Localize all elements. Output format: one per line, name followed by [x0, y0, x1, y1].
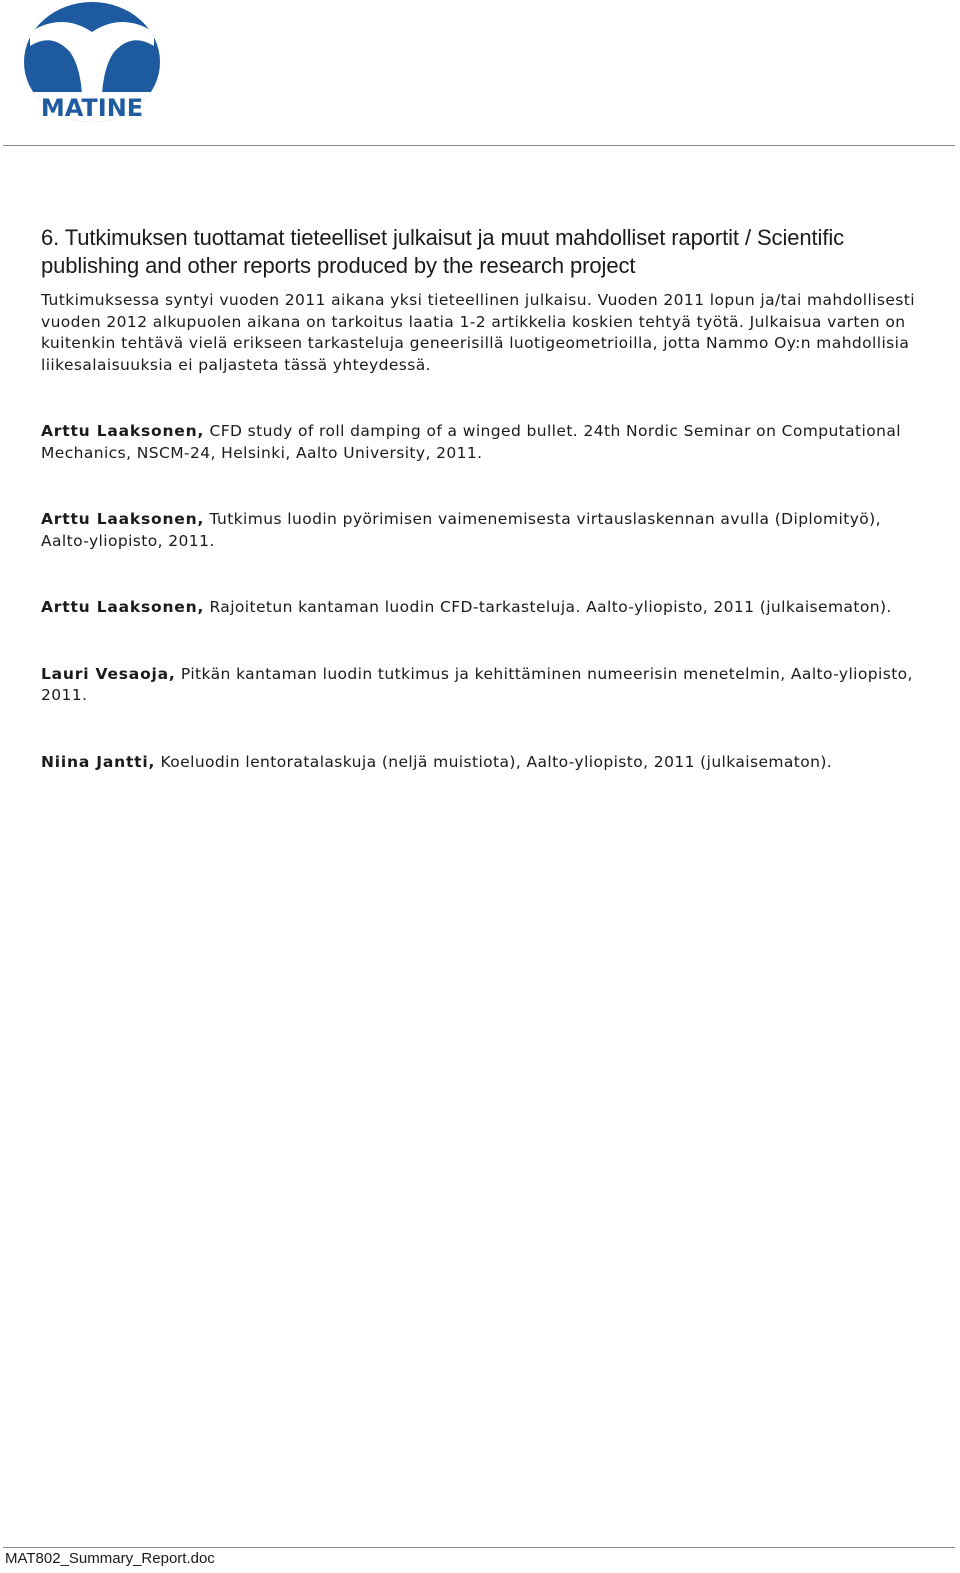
publication-text: Tutkimus luodin pyörimisen vaimenemisesta virtauslaskennan avulla (Diplomityö), Aalto-yliopisto, 2011. [41, 510, 881, 550]
publication-list [41, 421, 921, 773]
section-heading: 6. Tutkimuksen tuottamat tieteelliset julkaisut ja muut mahdolliset raportit / Scientific publishing and other reports produced by the research project [41, 225, 845, 278]
publication-item [41, 752, 921, 774]
publication-item [41, 664, 921, 707]
logo-text: MATINE [40, 94, 144, 122]
page-header [0, 0, 960, 147]
publication-text: Koeluodin lentoratalaskuja (neljä muistiota), Aalto-yliopisto, 2011 (julkaisematon). [155, 752, 833, 771]
publication-text: Pitkän kantaman luodin tutkimus ja kehittäminen numeerisin menetelmin, Aalto-yliopisto, 2011. [41, 664, 913, 704]
header-divider [3, 145, 955, 146]
publication-author: Arttu Laaksonen, [41, 422, 205, 440]
publication-item [41, 597, 921, 619]
publication-text: Rajoitetun kantaman luodin CFD-tarkasteluja. Aalto-yliopisto, 2011 (julkaisematon). [204, 598, 892, 616]
intro-paragraph: Tutkimuksessa syntyi vuoden 2011 aikana yksi tieteellinen julkaisu. Vuoden 2011 lopun ja/tai mahdollisesti vuoden 2012 alkupuolen aikana on tarkoitus laatia 1-2 artikkelia koskien tehtyä työtä. Julkaisua varten on kuitenkin tehtävä vielä erikseen tarkasteluja geneerisillä luotigeometrioilla, jotta Nammo Oy:n mahdollisia liikesalaisuuksia ei paljasteta tässä yhteydessä. [41, 291, 915, 374]
publication-item [41, 509, 921, 552]
publication-text: CFD study of roll damping of a winged bullet. 24th Nordic Seminar on Computational Mechanics, NSCM-24, Helsinki, Aalto University, 2011. [41, 422, 901, 462]
footer-divider [3, 1547, 955, 1548]
publication-author: Niina Jantti, [41, 752, 156, 771]
publication-author: Arttu Laaksonen, [41, 598, 205, 616]
publication-author: Lauri Vesaoja, [41, 664, 176, 683]
footer-filename: MAT802_Summary_Report.doc [5, 1550, 215, 1567]
publication-item [41, 421, 921, 464]
matine-logo [22, 2, 162, 124]
document-body [41, 224, 921, 773]
publication-author: Arttu Laaksonen, [41, 510, 205, 528]
